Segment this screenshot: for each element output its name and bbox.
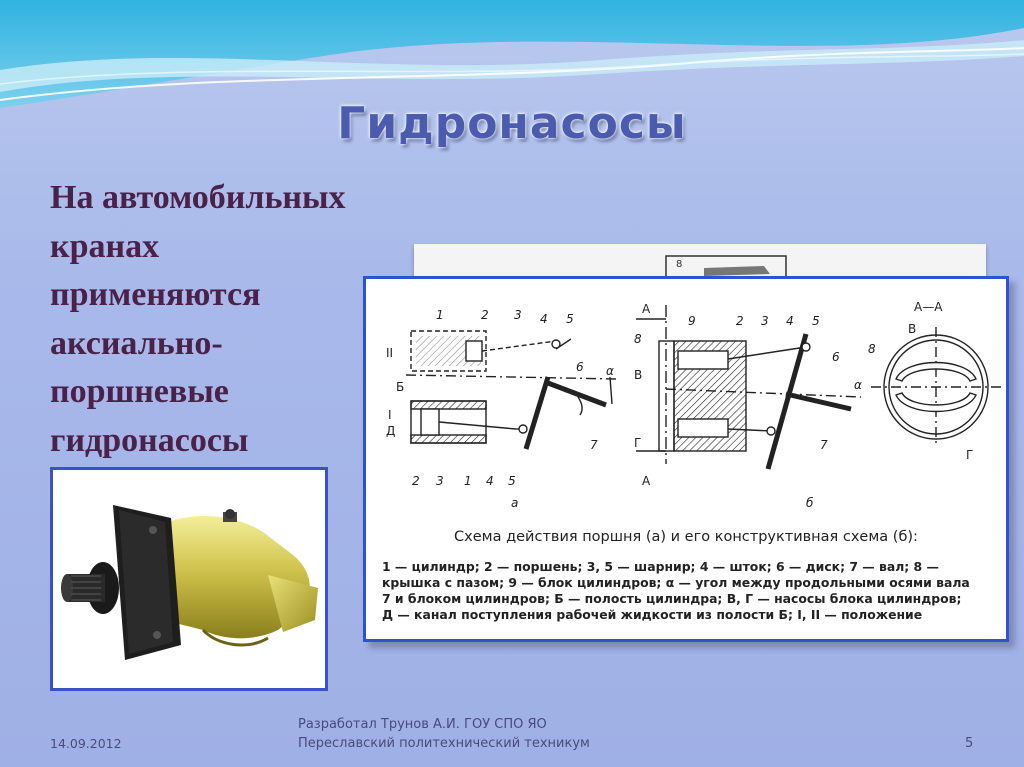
label-5b: 5 xyxy=(508,474,516,488)
label-1b: 1 xyxy=(464,474,472,488)
schematic-drawing xyxy=(366,279,1006,527)
caption-line: Д — канал поступления рабочей жидкости из полости Б; I, II — положение xyxy=(382,607,923,622)
label-9: 9 xyxy=(688,314,696,328)
pump-photo xyxy=(50,467,328,691)
label-3b: 3 xyxy=(436,474,444,488)
label-B: Б xyxy=(396,380,405,394)
piston-diagram xyxy=(363,276,1009,642)
label-II: II xyxy=(386,346,394,360)
label-2b: 2 xyxy=(412,474,420,488)
label-V-section: В xyxy=(908,322,917,336)
slide-title: Гидронасосы xyxy=(337,98,687,149)
label-part-b: б xyxy=(806,496,814,510)
label-6c: 6 xyxy=(832,350,840,364)
footer-author-line: Разработал Трунов А.И. ГОУ СПО ЯО xyxy=(298,717,547,732)
label-4b: 4 xyxy=(486,474,494,488)
label-2: 2 xyxy=(481,308,489,322)
label-A-bottom: А xyxy=(642,474,651,488)
label-I: I xyxy=(388,408,392,422)
label-G: Г xyxy=(634,436,642,450)
caption-line: 1 — цилиндр; 2 — поршень; 3, 5 — шарнир; 4 — шток; 6 — диск; 7 — вал; 8 — xyxy=(382,559,939,574)
label-8c: 8 xyxy=(868,342,876,356)
hydraulic-pump-image xyxy=(53,470,325,688)
label-section: А—А xyxy=(914,300,943,314)
label-D: Д xyxy=(386,424,396,438)
label-2c: 2 xyxy=(736,314,744,328)
body-line: применяются xyxy=(50,276,261,313)
diagram-caption-title: Схема действия поршня (а) и его конструктивная схема (б): xyxy=(454,529,918,545)
footer-author xyxy=(298,715,590,753)
label-4c: 4 xyxy=(786,314,794,328)
label-alpha-b: α xyxy=(854,378,862,392)
body-line: кранах xyxy=(50,227,160,265)
body-line: гидронасосы xyxy=(50,421,249,459)
label-5c: 5 xyxy=(812,314,820,328)
footer-author-line: Переславский политехнический техникум xyxy=(298,736,590,751)
label-6: 6 xyxy=(576,360,584,374)
label-A-top: А xyxy=(642,302,651,316)
caption-line: 7 и блоком цилиндров; Б — полость цилиндра; В, Г — насосы блока цилиндров; xyxy=(382,591,962,606)
slide-number: 5 xyxy=(965,736,974,751)
label-1: 1 xyxy=(436,308,444,322)
label-G-section: Г xyxy=(966,448,974,462)
label-5: 5 xyxy=(566,312,574,326)
body-line: поршневые xyxy=(50,373,229,410)
label-3c: 3 xyxy=(761,314,769,328)
hidden-label: 8 xyxy=(676,259,683,270)
body-line: аксиально- xyxy=(50,324,223,362)
diagram-caption-body xyxy=(382,559,994,623)
label-part-a: а xyxy=(511,496,519,510)
footer-date: 14.09.2012 xyxy=(50,736,122,751)
label-V: В xyxy=(634,368,643,382)
label-alpha: α xyxy=(606,364,614,378)
label-7: 7 xyxy=(590,438,598,452)
label-7c: 7 xyxy=(820,438,828,452)
label-8: 8 xyxy=(634,332,642,346)
body-line: На автомобильных xyxy=(50,179,346,216)
caption-line: крышка с пазом; 9 — блок цилиндров; α — угол между продольными осями вала xyxy=(382,575,970,590)
label-3: 3 xyxy=(514,308,522,322)
label-4: 4 xyxy=(540,312,548,326)
